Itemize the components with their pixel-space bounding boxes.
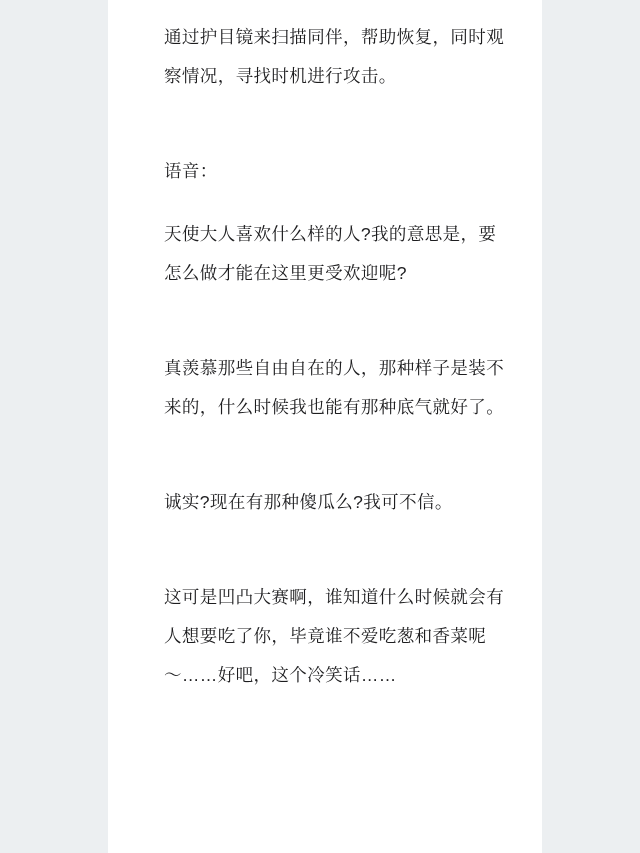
paragraph-intro: 通过护目镜来扫描同伴，帮助恢复，同时观察情况，寻找时机进行攻击。 — [164, 27, 505, 86]
paragraph-spacer — [164, 96, 514, 152]
paragraph-spacer — [164, 427, 514, 483]
paragraph-line-4: 这可是凹凸大赛啊，谁知道什么时候就会有人想要吃了你，毕竟谁不爱吃葱和香菜呢～……好吧，这个冷笑话…… — [164, 587, 505, 685]
paragraph-line-2: 真羡慕那些自由自在的人，那种样子是装不来的，什么时候我也能有那种底气就好了。 — [164, 358, 505, 417]
paragraph-spacer — [164, 191, 514, 215]
paragraph-voice-heading: 语音： — [164, 161, 218, 181]
paragraph-line-3: 诚实?现在有那种傻瓜么?我可不信。 — [164, 492, 453, 512]
paragraph-spacer — [164, 293, 514, 349]
paragraph-line-1: 天使大人喜欢什么样的人?我的意思是，要怎么做才能在这里更受欢迎呢? — [164, 224, 497, 283]
document-sheet — [108, 0, 542, 853]
document-content — [108, 0, 542, 695]
paragraph-spacer — [164, 522, 514, 578]
